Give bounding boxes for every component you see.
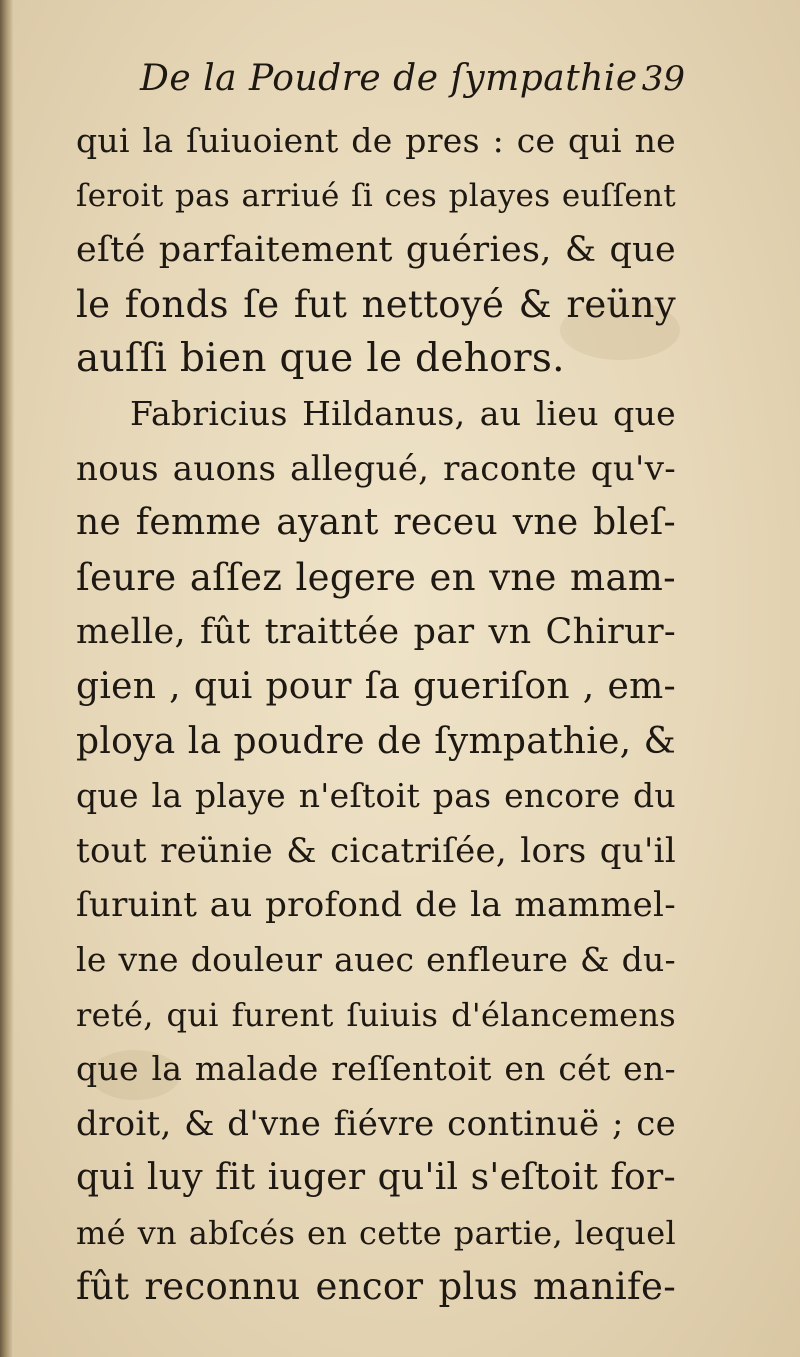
text-line: mé vn abſcés en cette partie, lequel bbox=[76, 1213, 676, 1252]
text-line: tout reünie & cicatriſée, lors qu'il bbox=[76, 830, 676, 871]
text-line: le vne douleur auec enfleure & du- bbox=[76, 939, 676, 979]
text-line: melle, fût traittée par vn Chirur- bbox=[76, 612, 676, 653]
text-line: ſeure aſſez legere en vne mam- bbox=[76, 555, 676, 599]
text-line: qui luy fit iuger qu'il s'eſtoit for- bbox=[76, 1157, 676, 1199]
text-line: que la malade reſſentoit en cét en- bbox=[76, 1049, 676, 1089]
text-line: fût reconnu encor plus manife- bbox=[76, 1265, 676, 1309]
text-line: ſuruint au profond de la mammel- bbox=[76, 885, 676, 926]
text-line: qui la ſuiuoient de pres : ce qui ne bbox=[76, 121, 676, 160]
text-line: que la playe n'eſtoit pas encore du bbox=[76, 776, 676, 816]
page-number: 39 bbox=[641, 59, 685, 99]
text-line: auſſi bien que le dehors. bbox=[76, 336, 565, 382]
body-text bbox=[76, 114, 676, 1315]
paragraph-start-line: Fabricius Hildanus, au lieu que bbox=[130, 393, 676, 433]
text-line: ne femme ayant receu vne bleſ- bbox=[76, 502, 676, 544]
binding-gutter bbox=[0, 0, 14, 1357]
text-line: le fonds ſe fut nettoyé & reüny bbox=[76, 282, 676, 326]
text-line: reté, qui furent ſuiuis d'élancemens bbox=[76, 995, 676, 1034]
text-line: ſeroit pas arriué ſi ces playes euſſent bbox=[76, 177, 676, 214]
running-title: De la Poudre de ſympathie bbox=[140, 58, 638, 99]
text-line: eſté parfaitement guéries, & que bbox=[76, 230, 676, 271]
text-line: nous auons allegué, raconte qu'v- bbox=[76, 448, 676, 489]
text-line: ploya la poudre de ſympathie, & bbox=[76, 720, 676, 762]
text-line: gien , qui pour ſa gueriſon , em- bbox=[76, 665, 676, 707]
page-header bbox=[140, 58, 685, 108]
text-line: droit, & d'vne fiévre continuë ; ce bbox=[76, 1103, 676, 1144]
